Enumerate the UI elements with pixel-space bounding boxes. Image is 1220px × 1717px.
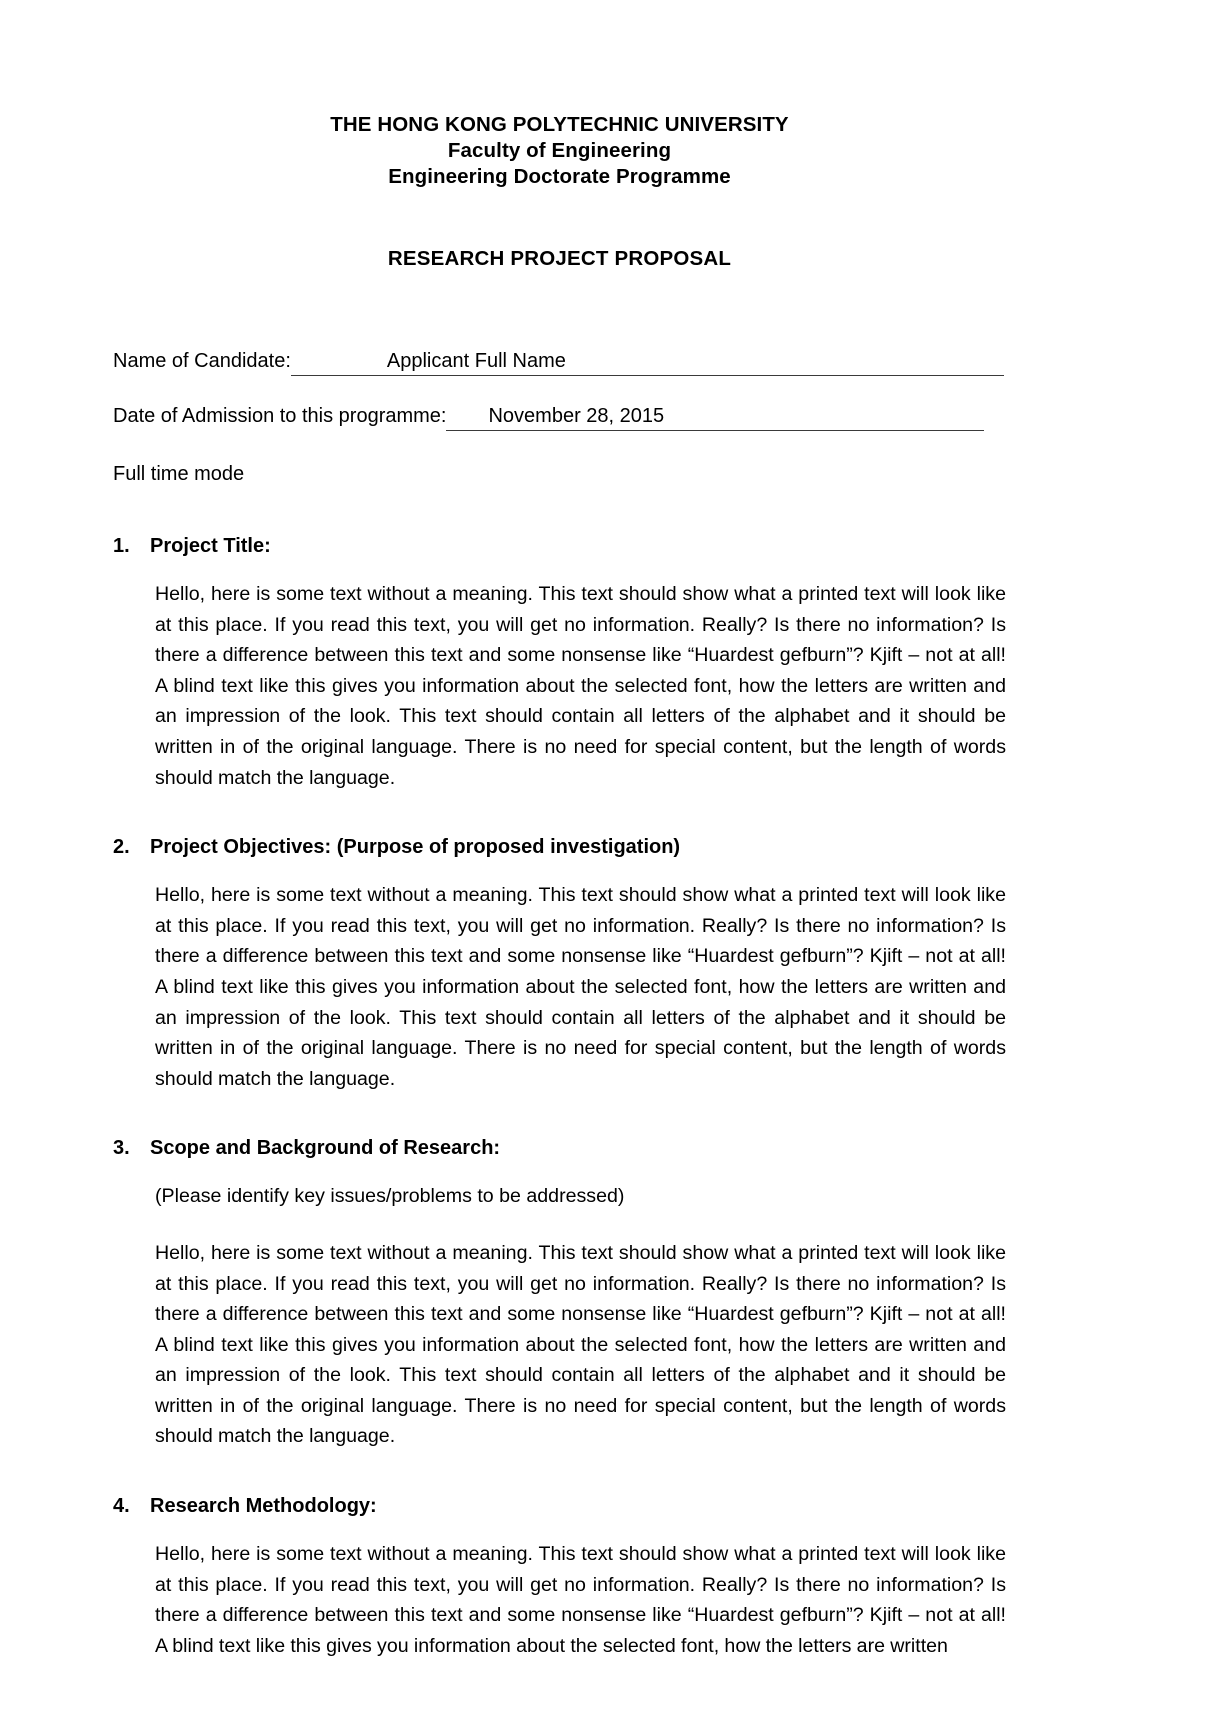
section-number: 1. xyxy=(113,535,130,557)
section-heading xyxy=(113,1134,1006,1162)
section-number: 4. xyxy=(113,1495,130,1518)
candidate-name-field[interactable] xyxy=(291,347,1004,376)
section-title: Research Methodology: xyxy=(150,1495,377,1518)
section-project-objectives xyxy=(113,833,1006,1094)
university-name: THE HONG KONG POLYTECHNIC UNIVERSITY xyxy=(330,113,789,136)
section-body xyxy=(113,1181,1006,1452)
section-research-methodology xyxy=(113,1492,1006,1661)
candidate-name-value: Applicant Full Name xyxy=(386,350,566,372)
admission-date-field[interactable] xyxy=(446,402,984,431)
section-paragraph: Hello, here is some text without a meaning. This text should show what a printed text will look like at this place. If you read this text, you will get no information. Really? Is there no information? Is there a difference between this text and some nonsense like “Huardest gefburn”? Kjift – not at all! A blind text like this gives you information about the selected font, how the letters are written and an impression of the look. This text should contain all letters of the alphabet and it should be written in of the original language. There is no need for special content, but the length of words should match the language. xyxy=(155,1241,1006,1448)
section-instruction-note: (Please identify key issues/problems to be addressed) xyxy=(155,1185,625,1208)
section-paragraph: Hello, here is some text without a meaning. This text should show what a printed text will look like at this place. If you read this text, you will get no information. Really? Is there no information? Is there a difference between this text and some nonsense like “Huardest gefburn”? Kjift – not at all! A blind text like this gives you information about the selected font, how the letters are written and an impression of the look. This text should contain all letters of the alphabet and it should be written in of the original language. There is no need for special content, but the length of words should match the language. xyxy=(155,884,1006,1090)
study-mode: Full time mode xyxy=(113,463,245,485)
section-body xyxy=(113,579,1006,793)
admission-date-value: November 28, 2015 xyxy=(488,405,665,427)
section-body xyxy=(113,880,1006,1094)
candidate-name-row xyxy=(113,347,1006,375)
document-header xyxy=(113,0,1006,190)
faculty-name: Faculty of Engineering xyxy=(447,139,672,162)
section-project-title xyxy=(113,532,1006,793)
section-paragraph: Hello, here is some text without a meaning. This text should show what a printed text will look like at this place. If you read this text, you will get no information. Really? Is there no information? Is there a difference between this text and some nonsense like “Huardest gefburn”? Kjift – not at all! A blind text like this gives you information about the selected font, how the letters are written xyxy=(155,1543,1006,1657)
section-title: Project Objectives: (Purpose of proposed investigation) xyxy=(150,836,681,859)
section-number: 3. xyxy=(113,1137,130,1160)
page-title: RESEARCH PROJECT PROPOSAL xyxy=(387,247,732,270)
section-scope-background xyxy=(113,1134,1006,1452)
section-title: Project Title: xyxy=(150,535,271,557)
form-fields xyxy=(113,347,1006,488)
candidate-name-label: Name of Candidate: xyxy=(113,350,291,372)
section-number: 2. xyxy=(113,836,130,859)
section-heading xyxy=(113,532,1006,560)
section-title: Scope and Background of Research: xyxy=(150,1137,501,1160)
admission-date-row xyxy=(113,402,1006,430)
section-body xyxy=(113,1539,1006,1661)
section-paragraph: Hello, here is some text without a meaning. This text should show what a printed text will look like at this place. If you read this text, you will get no information. Really? Is there no information? Is there a difference between this text and some nonsense like “Huardest gefburn”? Kjift – not at all! A blind text like this gives you information about the selected font, how the letters are written and an impression of the look. This text should contain all letters of the alphabet and it should be written in of the original language. There is no need for special content, but the length of words should match the language. xyxy=(155,583,1006,789)
programme-name: Engineering Doctorate Programme xyxy=(388,165,731,188)
section-heading xyxy=(113,833,1006,861)
section-heading xyxy=(113,1492,1006,1520)
admission-date-label: Date of Admission to this programme: xyxy=(113,405,447,427)
page-content xyxy=(113,0,1006,1661)
